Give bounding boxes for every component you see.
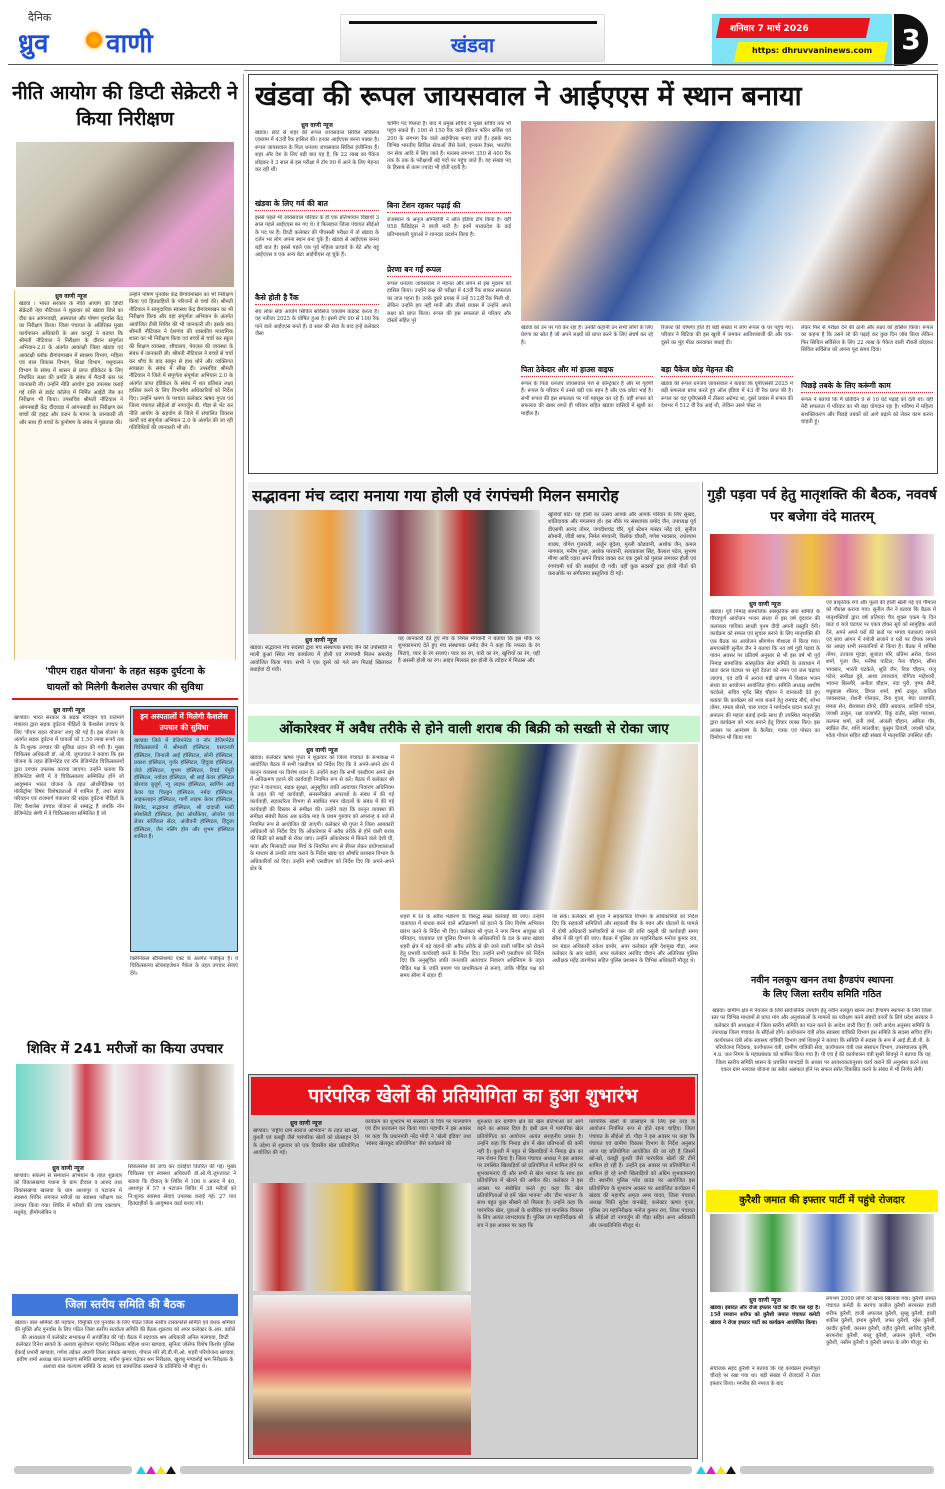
black-triangle-icon <box>726 1466 736 1474</box>
headline: पारंपरिक खेलों की प्रतियोगिता का हुआ शुभारंभ <box>251 1077 695 1115</box>
byline: ध्रुव वाणी न्यूज <box>306 747 338 754</box>
headline-line-1: 'पीएम राहत योजना' के तहत सड़क दुर्घटना के <box>45 666 205 677</box>
text-col-3: जा सके। कलेक्टर श्री गुप्ता ने सहकारिता विभाग के अधिकारियों को निर्देश दिए कि सहकारी समितियों और सहकारी बैंक के गबन और घोटालों के मामले में दोषी अधिकारी कर्मचारियों से गबन की राशि वसूली की कार्यवाही समय सीमा में की पूर्ण की जाए। बैठक में पुलिस उप महानिरीक्षक मनोज कुमार राय, वन मंडल अधिकारी राकेश डामोर, अपर कलेक्टर सृष्टि देशमुख गौड़ा, अपर कलेक्टर के आर बडोले, अपर कलेक्टर अरविंद चौहान और अतिरिक्त पुलिस अधीक्षक महेंद्र तारणेकर सहित पुलिस प्रशासन के विभिन्न अधिकारी मौजूद थे। <box>552 914 698 965</box>
text-col-1: खंडवा। कलेक्टर ऋषव गुप्ता ने शुक्रवार को जिला पंचायत के सभाकक्ष में आयोजित बैठक में सभी एसडीएम को निर्देश दिए कि वे अपने-अपने क्षेत्र में कानून व्यवस्था पर विशेष ध्यान दें। उन्होंने कहा कि सभी एसडीएम अपने क्षेत्र में अतिक्रमण हटाने की कार्यवाही नियमित रूप से करें। बैठक में कलेक्टर श्री गुप्ता ने यातायात, सड़क सुरक्षा, अनुसूचित जाति अत्याचार निवारण अधिनियम के तहत की गई कार्यवाही, सनसनीखेज अपराधों के संबंध में की गई कार्यवाही, सहकारिता विभाग से संबंधित गबन घोटालों के संबंध में की गई कार्यवाही की विस्तार से समीक्षा की। उन्होंने कहा कि कानून व्यवस्था की समीक्षा संबंधी बैठक अब प्रत्येक माह के प्रथम गुरुवार को अपरान्ह 4 बजे से नियमित रूप से आयोजित की जाएगी। कलेक्टर श्री गुप्ता ने जिला आबकारी अधिकारी को निर्देश दिए कि ओंकारेश्वर में अवैध तरीके से होने वाली शराब की बिक्री को सख्ती से रोका जाए। उन्होंने ओंकारेश्वर में बिकने वाले देशी घी, मावा और मिलावटी लाल मिर्च के नियमित रूप से सैंपल लेकर प्रयोगशालाओं के माध्यम से उनकी जांच कराने के निर्देश खाद्य एवं औषधि प्रशासन विभाग के अधिकारियों को दिए। उन्होंने सभी एसडीएम को निर्देश दिए कि अपने-अपने क्षेत्र के <box>250 755 394 873</box>
text-col-2: सिकलसेल की जांच कर दवाईयां वितरित की गई। मुख्य चिकित्सा एवं स्वास्थ्य अधिकारी डॉ.ओ.पी.जुगतावत ने बताया कि दीवाल् के शिविर में 106 व आरुद में 40, आशापुर में 57 व पटाजन शिविर में 38 मरीजों को नि:शुल्क स्वास्थ्य सेवाएं उपलब्ध कराई गई। 27 पात्र हितग्राहीयों के आयुष्मान कार्ड बनाए गये। <box>128 1164 236 1208</box>
headline-line-2: के लिए जिला स्तरीय समिति गठित <box>762 989 882 1000</box>
photo-health-camp <box>16 1064 234 1160</box>
page-number: 3 <box>901 23 921 56</box>
yellow-triangle-icon <box>716 1466 726 1474</box>
byline: ध्रुव वाणी न्यूज <box>290 1120 322 1127</box>
text-col-1: खंडवा। सद्भावना मंच सदस्यों द्वारा मंच संस्थापक प्रमोद जैन की उपस्थिति में माली कुआं स्थित मंच कार्यालय में होली एवं रंगपंचमी मिलन समारोह आयोजित किया गया। सभी ने एक दूसरे को गले लग मिठाई खिलाकर बधाईयां दी गयी। <box>250 645 392 674</box>
website-url[interactable]: https: dhruvvaninews.com <box>752 46 873 55</box>
article-body <box>14 290 236 660</box>
headline-line-2: घायलों को मिलेगी कैशलेस उपचार की सुविधा <box>46 682 204 693</box>
headline: सद्भावना मंच व्दारा मनाया गया होली एवं रंगपंचमी मिलन समारोह <box>252 487 619 505</box>
article-niti-aayog <box>12 80 238 660</box>
column-divider <box>243 74 244 1464</box>
magenta-triangle-icon <box>706 1466 716 1474</box>
article-rupal-ias <box>248 74 938 474</box>
subhead: पिता ठेकेदार और मां हाउस वाइफ <box>521 365 653 377</box>
black-triangle-icon <box>166 1466 176 1474</box>
article-pm-rahat <box>12 664 238 1028</box>
photo-women-meeting <box>710 534 934 596</box>
text-col-3: खुशियाँ बांटें। यह होली का उत्सव आपके और आपके परिवार के लिए सुखद, शांतिदायक और मंगलमय हो। इस मौके पर संस्थापक प्रमोद जैन, उपाध्यक्ष पूर्व डीएसपी आनंद तोमर, जगदीशचंद्र चौरे, पूर्व स्टेशन मास्टर नरेंद्र दवे, सुनील सोमानी, जीडी श्राफ, निर्मल मंगवानी, त्रिलोक चौधरी, गणेश भावसार, राधेश्याम शाक्य, योगेश गुजराती, अर्जुन बुंदेला, मुरली कोडवानी, अशोक जैन, कमल नागपाल, मनीष गुप्ता, अशोक पारवानी, सत्यप्रकाश सिंह, कैलाश पटेल, सुभाष मीणा आदि व्दारा अपने विचार व्यक्त कर एक दुसरे को गुलाल लगाकर होली एवं रंगपंचमी पर्व की बधाईयां दी गयी। वहीं कुछ सदस्यों द्वारा होली गीतों की कराओके पर संगीतमय प्रस्तुतियां दी गई। <box>548 512 696 578</box>
section-banner <box>340 14 605 62</box>
article-text: खंडवा। ग्रामीण क्षेत्र में पेयजल के लिये सार्वजनिक उपयोग हेतु नवीन नलकूप खनन तथा हैण्डपंप स्थापना के लिये जिला स्तर पर विभिन्न माध्यमों से प्राप्त मांग और अनुशंसाओं के मामलों का परीक्षण करने संबंधी कार्यों के लिये प्रदेश सरकार ने कलेक्टर की अध्यक्षता में जिला स्तरीय समिति का गठन करने के आदेश जारी किए हैं। जारी आदेश अनुसार समिति के उपाध्यक्ष जिला पंचायत के सीईओ होंगे। कार्यपालन यंत्री लोक स्वास्थ्य यांत्रिकी विभाग इस समिति के सदस्य सचिव होंगे। कार्यपालन यंत्री लोक स्वास्थ्य यांत्रिकी विभाग वर्षा शिवपुरे ने बताया कि समिति में सदस्य के रूप में आई.डी.डी.पी. के परियोजना निदेशक, कार्यपालन यंत्री, ग्रामीण यांत्रिकी सेवा, कार्यपालन यंत्री जल संसाधन विभाग, उपसंचालक कृषि, म.प्र. जल निगम के महाप्रबंधक को शामिल किया गया है। पी एच ई की कार्यपालन यंत्री सुश्री शिवपुरे ने बताया कि यह जिला स्तरीय समिति शासन के प्रचलित मापदंडों के आधार पर आवश्यकतानुसार कार्य कराने की अनुशंसा करने तथा एकल ग्राम नलजल योजना का स्त्रोत असफल होने पर सफल स्त्रोत विकसित करने के संबंध में भी निर्णय लेगी। <box>711 1008 933 1074</box>
subhead: पिछड़े तबके के लिए करूंगी काम <box>801 381 933 393</box>
text-col-2: कार्यक्रम का शुभारंभ मां सरस्वती के चित्र पर माल्यार्पण एवं दीप प्रज्वलन कर किया गया। महापौर ने इस अवसर पर कहा कि प्रधानमंत्री नरेंद्र मोदी ने 'खेलो इंडिया' तथा 'सांसद खेलकूद प्रतियोगिता' जैसे कार्यक्रमो की <box>365 1119 471 1148</box>
text-col-2: यह जानकारी देते हुए मंच के निर्मल मंगवानी ने बताया कि इस मौके पर शुभकामनाएं देते हुए मंच संस्थापक प्रमोद जैन ने कहा कि नफरत के रंग मिटाएं, प्यार के रंग सजाएं। प्यार का रंग, यारी का रंग, खुशियों का रंग, यही है असली होली का रंग। आइए मिलकर इस होली के त्योहार में मिठास और <box>398 636 540 665</box>
photo-inspection <box>16 142 234 287</box>
article-qureshi-iftar <box>706 1190 938 1460</box>
article-holi <box>248 482 700 704</box>
box-text: खण्डवा जिले में डेजिगनेटेड व नॉन डेजिगनेटेड चिकित्सालयों में श्रीमाली हॉस्पिटल, एसएनजी हॉस्पिटल, जिनाली आई हॉस्पिटल, सोनी हॉस्पिटल, प्रकाश हॉस्पिटल, गुर्जर हॉस्पिटल, हिंदूजा हॉस्पिटल, जेजे हॉस्पिटल, शुभम हॉस्पिटल, रिचर्ड पेंपुरी हॉस्पिटल, नवोदय हॉस्पिटल, श्री साईं केयर हॉस्पिटल बोरगांव बुजुर्ग, न्यू लाइफ हॉस्पिटल, स्वर्णिम आई केयर एंड चिल्ड्रन हॉस्पिटल, नर्मदा हॉस्पिटल, लाइफलाइन हॉस्पिटल, गार्गी लाइफ केयर हॉस्पिटल, सिगोट, सद्भावना हॉस्पिटल, श्री दादाजी मल्टी स्पेशलिटी हॉस्पिटल, ईशा ऑर्थोकेयर, ओजोन एवं लेजर सर्जिकल सेंटर, अंजीवनी हॉस्पिटल, हिंदूजा हॉस्पिटल, जैन नर्सिंग होम और शुभम हॉस्पिटल शामिल हैं। <box>134 738 234 841</box>
photo-rupal-family <box>521 121 935 321</box>
text-col-1b: इससे पहले भी जायसवाल परिवार के ही एक प्रतिभावान विद्यार्थी 3 साल पहले आईएएस बन गए थे। वे फिलहाल जिला पंचायत सीईओ के पद पर हैं। डिप्टी कलेक्टर की पीएससी परीक्षा में तो खंडवा के दर्जन भर लोग अपना स्थान बना चुके हैं। खंडवा से आईएएस बनना बड़ी बात है। इससे पहले एक पूर्व महिला प्राचार्य के बेटे और बहू आईएएस व एक अन्य बेटा आईपीएस रह चुके हैं। <box>255 215 379 259</box>
magenta-triangle-icon <box>146 1466 156 1474</box>
article-khel <box>248 1074 698 1459</box>
article-text: खंडवा। बाल श्रमिकों की पहचान, विमुक्ति एवं पुनर्वास के लिए गठित जिला स्तरीय टास्कफोर्स समिति एवं बंधक श्रमिकों की मुक्ति और पुनर्वास के लिए गठित जिला स्तरीय सतर्कता समिति की बैठक शुक्रवार को अपर कलेक्टर के.आर. बडोले की अध्यक्षता में कलेक्टेट सभाकक्ष में आयोजित की गई। बैठक में सहायक श्रम अधिकारी अनिल मलगाया, डिप्टी कलेक्टर दिनेश सावले के अलावा सुलोचना गहलोद निरीक्षक महिला थाना खण्डवा, सुनिता जोसेफ विशेष किशोर पुलिस ईकाई प्रभारी खण्डवा, गणेश तईकर अग्रणी जिला प्रबंधक खण्डवा, गोपाल मोरे सी.डी.पी.ओ. शहरी परियोजना खण्डवा, प्रवीण शर्मा अध्यक्ष बाल कल्याण समिति खण्डवा, नवीन कुमार गढ़ेकर श्रम निरीक्षक, खुशबू मण्डलोई श्रम निरीक्षक के अलावा बाल कल्याण समिति के सदस्य एवं सामाजिक संस्थानो के प्रतिनिधि भी मौजूद थे। <box>14 1320 236 1371</box>
headline: ओंकारेश्वर में अवैध तरीके से होने वाली शराब की बिक्री को सख्ती से रोका जाए <box>248 716 700 742</box>
logo-name-right: वाणी <box>106 29 153 59</box>
cyan-triangle-icon <box>136 1466 146 1474</box>
text-col-1: खंडवा। छोटे से शहर की रूपल जायसवाल सिविल सर्विसेज एक्जाम में 43वीं रैंक हासिल की। इनका आईएएस बनना पक्का है। रूपल जायसवाल के पिता धनंजय जायसवाल सिविल इंजीनियर हैं। शहर और देश के लिए बड़ी बात यह है, कि 22 लाख का पैकेज छोड़कर वे 3 साल से इस परीक्षा में टॉप 90 में आने के लिए मेहनत कर रहीं थीं। <box>255 130 379 174</box>
print-registration-bar <box>14 1466 934 1474</box>
text-col-3: शुरुआत कर ग्रामीण क्षेत्र की खेल प्रतिभाओं को आगे बढ़ने का अवसर दिया है। इसी क्रम में पारंपरिक खेल प्रतियोगिता का आयोजन अत्यंत सराहनीय प्रयास है। उन्होंने कहा कि निमाड़ क्षेत्र में खेल प्रतिभाओं की कमी नहीं है। कुश्ती में बहुत से खिलाड़ियों ने निमाड़ क्षेत्र का नाम रोशन किया है। जिला पंचायत अध्यक्ष ने इस अवसर पर उपस्थित खिलाड़ियों को प्रतियोगिता में शामिल होने पर शुभकामनाएं दी और सभी से खेल भावना के साथ इस प्रतियोगिता में खेलने की अपील की। कलेक्टर ने इस अवसर पर संबोधित करते हुए कहा कि खेल प्रतियोगिताओं से हमें 'खेल भावना' और 'टीम भावना' के साथ बहुत कुछ सीखने को मिलता है। उन्होंने कहा कि पारंपरिक खेल, युवाओं के शारीरिक एवं मानसिक विकास के लिए अत्यंत लाभदायक हैं। पुलिस उप महानिरीक्षक श्री राय ने इस अवसर पर कहा कि <box>477 1119 583 1229</box>
text-col-1: खंडवा। पूर्व निमाड़ सामाजिक सांस्कृतिक सेवा समिति के गौरवपूर्ण आयोजन भजन संध्या में इस वर्ष वृंदावन की कलाकार गायिका साध्वी पूनम दीदी अपनी प्रस्तुति देंगी। कार्यक्रम को सफल एवं सुचारु बनाने के लिए मातृशक्ति की एक बैठक का आयोजन श्रीगणेश गौशाला में किया गया। समाजसेवी सुनील जैन ने बताया कि नव वर्ष गुड़ी पड़वा के पावन अवसर पर प्रतिवर्ष अनुसार से भी इस वर्ष भी पूर्व निमाड़ सामाजिक सांस्कृतिक सेवा समिति के तत्वाधान में प्रातः काल घंटाघर पर सूर्य देवता को नमन एवं जल चढ़ाया जाएगा, एवं रात्रि में अनाज मंडी प्रांगण में विशाल भजन संध्या का आयोजन आयोजित होगा। समिति अध्यक्ष आशीष चटकेले, सचिव भूपेंद्र सिंह चौहान ने जानकारी देते हुए बताया कि कार्यक्रम को भव्य बनाने हेतु रामचंद्र मौर्य, शोभा तोमर, ममता बोरसे, चारु यादव ने मार्गदर्शन प्रदान करते हुए सनातन की महत्ता बताई इनके साथ ही उपस्थित मातृशक्ति द्वारा कार्यक्रम को भव्य बनाने हेतु विचार व्यक्त किए। इस अवसर पर आमंत्रण के कैलेंडर, पत्रक एवं पोस्टर का विमोचन भी किया गया <box>710 609 820 741</box>
byline: ध्रुव वाणी न्यूज <box>55 293 87 300</box>
article-samiti-baithak <box>12 1294 238 1458</box>
masthead <box>0 0 945 66</box>
page-number-badge <box>894 14 928 66</box>
text-col-2: शहरों में रेत के अवैध भंडारण के विरुद्ध सख्त कार्रवाई की जाए। उन्होंने यातायात में बाधक बनने वाले अतिक्रमणों को हटाने के लिए विशेष अभियान प्रारंभ करने के निर्देश भी दिए। कलेक्टर श्री गुप्ता ने नगर निगम आयुक्त को परिवहन, यातायात एवं पुलिस विभाग के अधिकारियों के दल के साथ खंडवा शहरी क्षेत्र में बड़े वाहनों की अवैध तरीके से की जाने वाली पार्किंग को रोकने हेतु प्रभावी कार्यवाही करने के निर्देश दिए। उन्होंने सभी एसडीएम को निर्देश दिए कि अनुसूचित जाति जनजाति अत्याचार निवारण अधिनियम के तहत पीड़ित पक्ष के जाति प्रमाण पत्र प्राथमिकता से बनाएं, ताकि पीड़ित पक्ष को समय सीमा में राहत दी <box>400 914 544 980</box>
photo-khel-audience <box>253 1295 471 1455</box>
text-col-4b: खंडवा की रूपल धनंजय जायसवाल ने बताया कि यूपीएससी 2025 में बड़ी सफलता प्राप्त करते हुए ऑल इंडिया में 43 वीं रैंक प्राप्त की है। रूपल का यह यूपीएससी में तीसरा अटेम्प्ट था, दूसरे प्रयास में रूपल की देशभर में 512 वीं रैंक आई थी, लेकिन उसने पोस्ट ना <box>661 381 793 410</box>
text-col-2b: क्लिनिकल स्टैब्लिशमेंट एक्ट के अंतर्गत पंजीकृत है। ये चिकित्सालय स्टेब्लाइजेशन पैकेज के तहत उपचार सेवाएं देंगे। <box>130 956 238 977</box>
headline: गुड़ी पड़वा पर्व हेतु मातृशक्ति की बैठक, नववर्ष पर बजेगा वंदे मातरम् <box>707 487 937 525</box>
text-col-1: खंडवा । भारत सरकार के नीति आयोग की डिप्टी सेक्रेटरी नेहा नौटियाल ने शुक्रवार को खंडवा जिले का दौरा कर आंगनवाड़ी, अस्पताल और पोषण पुनर्वास केंद्र का निरीक्षण किया। जिला पंचायत के अतिरिक्त मुख्य कार्यपालन अधिकारी के आर कानूड़े ने बताया कि श्रीमती नौटियाल ने निरीक्षण के दौरान संपूर्णता अभियान-2.0 के अंतर्गत आकांक्षी जिला खंडवा एवं आकांक्षी ब्लॉक छैगांवमाखन में स्वास्थ्य विभाग, महिला एवं बाल विकास विभाग, शिक्षा विभाग, पशुपालन विभाग के संबंध में शासन से प्राप्त इंडिकेटर के लिए निर्धारित लक्ष्य की प्रगति के संबंध में मैदानी स्तर पर जानकारी ली। उन्होंने नीति आयोग द्वारा उपलब्ध कराई गई राशि से डाईट कॉलेज में निर्मित आईटी लैब का निरीक्षण भी किया। उपसचिव श्रीमती नौटियाल ने आंगनबाड़ी केंद्र दौंदवाड़ा में आंगनबाड़ी का निरीक्षण कर बच्चों की हाइट और वजन के मापन के जानकारी ली और साथ ही बच्चों के कुपोषण के संबंध में पूछताछ की। <box>19 301 123 426</box>
text-col-4: रिजल्ट की घोषणा होते ही बड़ी संख्या में लोग रूपल के घर पहुंच गए। परिवार ने बिटिया की इस खुशी में जमकर आतिशबाजी की और एक-दूसरे का मुंह मीठा करवाकर बधाई दी। <box>661 325 793 346</box>
byline: ध्रुव वाणी न्यूज <box>52 1165 84 1172</box>
text-col-1: खण्डवा। 'राष्ट्रीय ग्राम स्वराज अभियान' के तहत खो-खो, कुश्ती एवं कबड्डी जैसे पारंपरिक खेलों को प्रोत्साहन देने के उद्देश्य से शुक्रवार को एक दिवसीय खेल प्रतियोगिता आयोजित की गई। <box>253 1128 359 1157</box>
text-col-1: खण्डवा। संकल्प से समाधान अभियान के तहत शुक्रवार को विकासखण्ड पंधाना के ग्राम दीवाल व आरुद तथा विकासखण्ड खालवा के ग्राम आशापुर व पटाजन मे स्वास्थ्य शिविर लगाकर मरीजों का स्वास्थ्य परीक्षण कर उपचार किया गया। शिविर में मरीजों की उच्च रक्तचाप, मधुमेह, हीमोग्लोबिन व <box>14 1173 122 1217</box>
text-col-2b: राजस्थान के अनुज अग्निहोत्री ने ऑल इंडिया टॉप किया है। वहीं 958 कैंडिडेट्स ने बाजी मारी है। इनमें मध्यप्रदेश के कई प्रतिभाशाली युवाओं ने शानदार प्रदर्शन किया है। <box>387 217 511 238</box>
sun-icon <box>86 32 102 48</box>
headline: जिला स्तरीय समिति की बैठक <box>12 1294 238 1316</box>
photo-collector-meeting <box>400 744 698 910</box>
subhead: बड़ा पैकेज छोड़ मेहनत की <box>661 365 793 377</box>
date-box <box>712 14 892 66</box>
box-title: इन अस्पतालों में मिलेगी कैशलेस उपचार की सुविधा <box>133 709 235 735</box>
text-col-3b: रूपल के पिता धनंजय जायसवाल पेशे से कॉन्ट्रेक्टर हैं और मां गृहणी हैं। रूपल के परिवार में उनसे बड़ी एक बहन है और एक छोटा भाई है। सभी रूपल की इस सफलता पर गर्व महसूस कर रहे हैं। वहीं रूपल को सफलता की खबर लगते ही परिवार सहित खंडवा वासियों में खुशी का माहौल है। <box>521 381 653 417</box>
photo-khel-speech <box>253 1183 471 1291</box>
subhead: बिना टेंशन रहकर पढ़ाई की <box>387 201 511 213</box>
text-col-2: लगभग 2000 लोगों को खाना खिलाया गया। कुरैशी जमात पंचायत कमेटी के सरपंच जलील कुरैशी सरपरस्त हाजी शरीफ कुरैशी, हाजी अफजल कुरैशी, सुब्बु कुरैशी, हाजी शकील कुरैशी, इमाम कुरैशी, जफर कुरैशी, रईस कुरैशी, कादीर कुरैशी, कासम कुरैशी, वहीद कुरैशी, साजिद कुरैशी, सरफरोश कुरैशी, बब्लू कुरैशी, अकरम कुरैशी, नदीम कुरैशी, नसीम कुरैशी व कुरैशी जमात के लोग मौजूद थे। <box>826 1296 936 1347</box>
headline: कुरैशी जमात की इफ्तार पार्टी में पहुंचे रोजदार <box>706 1190 938 1212</box>
text-col-1: खण्डवा। भारत सरकार के सड़क परिवहन एवं राजमार्ग मंत्रालय द्वारा सड़क दुर्घटना पीड़ितों के कैशलेस उपचार के लिए 'पीएम राहत योजना' लागू की गई है। इस योजना के अंतर्गत सड़क दुर्घटना में घायलों को 1.50 लाख रूपये तक के नि:शुल्क उपचार की सुविधा प्रदान की गयी है। मुख्य चिकित्सा अधिकारी डॉ. ओ.पी. जुगतावत ने बताया कि इस योजना के तहत डेजिग्नेटेड एवं नॉन डेजिग्नेटेड चिकित्सालयों द्वारा उपचार उपलब्ध कराया जाएगा। उन्होंने बताया कि डेजिग्नेटेड श्रेणी में वे चिकित्सालय सम्मिलित होंगे जो आयुष्मान भारत योजना के तहत ऑर्थोपेडिक्स एवं पॉलीट्रॉमा विषय विशेषज्ञताओं में शामिल हैं, तथा सड़क परिवहन एवं राजमार्ग मंत्रालय की सड़क दुर्घटना पीड़ितों के लिए कैशलेस उपचार योजना से सम्बद्ध हैं जबकि नॉन डेजिग्नेटेड श्रेणी में वे चिकित्सालय सम्मिलित है जो <box>14 715 124 818</box>
headline-line-1: नवीन नलकूप खनन तथा हैण्डपंप स्थापना <box>750 975 894 986</box>
headline: खंडवा की रूपल जायसवाल ने आईएएस में स्थान बनाया <box>255 81 802 112</box>
photo-holi-group <box>248 510 540 634</box>
byline: ध्रुव वाणी न्यूज <box>749 1297 781 1304</box>
headline: नीति आयोग की डिप्टी सेक्रेटरी ने किया निरीक्षण <box>12 82 238 130</box>
text-col-5b: रूपल ने बताया कि मैं प्रतिदिन 9 से 10 घंटे पढ़ाई को देती थी। वहीं मेरी सफलता में परिवार का भी बड़ा योगदान रहा है। भविष्य में महिला सशक्तिकरण और पिछड़े तबकों को आगे बढ़ाने को लेकर काम करना चाहती हूं। <box>801 397 933 426</box>
article-gudi-padwa <box>706 484 938 964</box>
article-shivir <box>12 1036 238 1286</box>
text-col-1: संयोजक सईद कुरैशी ने बताया कि यह कार्यक्रम इमलीपुरा चौराहे पर रखा गया था। बड़ी संख्या में रोजदारों ने रोजा इफ्तार किया। मगरीब की नमाज के बाद <box>710 1366 820 1387</box>
text-col-1c: संघ लोक सेवा आयोग सिविल सर्विसेज एक्जाम कंडक्ट करता है। यह नतीजा 2025 के घोषित हुआ है। इसमें टॉप 90 से 100 रैंक पाने वाले आईएएस बनते हैं। 8 साल की सेवा के बाद इन्हें कलेक्टर जैसा <box>255 309 379 338</box>
article-omkareshwar <box>248 716 700 1062</box>
cyan-triangle-icon <box>696 1466 706 1474</box>
subhead: खंडवा के लिए गर्व की बात <box>255 199 379 211</box>
headline: शिविर में 241 मरीजों का किया उपचार <box>27 1041 223 1057</box>
issue-date: शनिवार 7 मार्च 2026 <box>730 24 809 34</box>
text-col-2: एवं प्राकृतिक रंगों और फूलों की होली खेली गई एवं गौमाता को गौग्रास कराया गया। सुनील जैन ने बताया कि बैठक में मातृशक्तियों द्वारा वर्ष प्रतिपदा चैत्र शुक्ल एकम के दिन प्रातः 6 बजे घंटाघर पर एकत्र होकर सूर्य को सामूहिक अर्घ्य देने, अपने अपने घरों की छतों पर भगवा पताकाएं लगाने एवं सायं आंगन में रंगोली सजाने व घरों पर दीपक लगाने का आग्रह सभी सनातनियों से किया है। बैठक में शर्मिष्ठा तोमर, उज्वला मूंदड़ा, सुजाता मोरे, प्रतिमा अरोरा, चेतना शर्मा, पूजा जैन, मनीषा पाटिल, नैना चौहान, सीमा भावसार, भारती चटकेले, श्रुति जैन, रिया चौहान, मंजू पटेल, समीक्षा दुबे, आशा उपाध्याय, योगिता माहेश्वरी, भावना बिल्लौरे, अनीता चौहान, नंदा पुरी, पुष्पा सैनी, मधुबाला शीलार, डिंपल शर्मा, हर्षा ठाकुर, कविता जायसवाल, रोशनी गोलकर, रीना गुप्ता, मेघा प्रजापति, ममता सेन, शैलबाला डोंगरे, प्रीति अग्रवाल, शालिनी चंदेल, जयश्री ठाकुर, रक्षा प्रजापति, रिंकू राठौर, स्नेहा पाराशर, कल्पना शर्मा, रानी वर्मा, अंजली चौहान, अमिता गौर, स्वप्निल जैन, शशि मालवीया, कुसुम तिवारी, जयश्री पटेल, श्वेता गोयल सहित बड़ी संख्या में मातृशक्ति उपस्थित रही। <box>826 600 936 740</box>
article-nalkoop <box>706 974 938 1184</box>
yellow-triangle-icon <box>156 1466 166 1474</box>
lead-text: खंडवा। इबादत और रोजा इफ्तार पार्टी का दौर चल रहा है। 15वें रमजान शरीफ को कुरैशी जमात पंचायत कमेटी खंडवा ने रोजा इफ्तार पार्टी का कार्यक्रम आयोजित किया। <box>710 1305 820 1326</box>
section-title: खंडवा <box>450 33 495 57</box>
subhead: प्रेरणा बन गईं रूपल <box>387 265 511 277</box>
logo-name-left: ध्रुव <box>18 29 49 59</box>
column-divider <box>702 482 703 1462</box>
byline: ध्रुव वाणी न्यूज <box>301 122 333 129</box>
logo-prefix: दैनिक <box>28 11 52 24</box>
byline: ध्रुव वाणी न्यूज <box>53 707 85 714</box>
newspaper-logo <box>14 8 194 62</box>
text-col-3: खंडवा को उन पर गर्व कर रहा है। उनकी कहानी उन सभी लोगों के लिए प्रेरणा का स्रोत है जो अपने लक्ष्यों को प्राप्त करने के लिए संघर्ष कर रहे हैं। <box>521 325 653 346</box>
text-col-4: पारंपरिक खेलों के प्रोत्साहन के लिए इस तरह के आयोजन नियमित रूप से होते रहना चाहिए। जिला पंचायत के सीईओ डॉ. गौड़ा ने इस अवसर पर कहा कि पंचायत एवं ग्रामीण विकास विभाग के निर्देश अनुसार आज यह प्रतियोगिता आयोजित की जा रही है जिसमें खो-खो, कबड्डी कुश्ती जैसे पारंपरिक खेलों की टीमें शामिल हो रही हैं। उन्होंने इस अवसर पर प्रतियोगिता में शामिल हो रहे सभी खिलाड़ियों को अग्रिम शुभकामनाएं दीं। स्थानीय पुलिस परेड ग्राउंड पर आयोजित इस प्रतियोगिता के शुभारंभ अवसर पर आयोजित कार्यक्रम में खंडवा की महापौर अमृता अमर यादव, जिला पंचायत अध्यक्ष पिंकी सुदेश वानखेड़े, कलेक्टर ऋषव गुप्ता, पुलिस उप महानिरीक्षक मनोज कुमार राय, जिला पंचायत के सीईओ डॉ नागार्जुन बी गौड़ा सहित अन्य अधिकारी और जनप्रतिनिधि मौजूद थे। <box>589 1119 695 1229</box>
hospital-list-box <box>130 706 238 952</box>
photo-iftar-gathering <box>710 1214 934 1292</box>
text-col-5: लेकर फिर से परीक्षा देने की ठानी और लक्ष्य को हासिल किया। रूपल का कहना है कि उसने लॉ की पढ़ाई कर कुछ दिन जॉब किया लेकिन फिर सिविल सर्विसेज के लिए 22 लाख के पैकेज वाली नौकरी छोड़कर सिविल सर्विसेज को अपना पूरा समय दिया। <box>801 325 933 354</box>
subhead: कैसे होती है रैंक <box>255 293 379 305</box>
text-col-2: उन्होंने पोषण पुनर्वास केंद्र छैगांवमाखन का भी निरीक्षण किया एवं हितग्राहियों के परिजनों से चर्चा की। श्रीमती नौटियाल ने सामुदायिक स्वास्थ्य केंद्र छैगांवमाखन का भी निरीक्षण किया और वहां संपूर्णता अभियान के अंतर्गत आयोजित टीबी शिविर की भी जानकारी ली। इसके बाद श्रीमती नौटियाल ने देशगांव की शासकीय माध्यमिक शाला का भी निरीक्षण किया एवं बच्चों से चर्चा कर स्कूल की शिक्षण व्यवस्था, शौचालय, पेयजल की व्यवस्था के संबंध में जानकारी ली। श्रीमती नौटियाल ने बच्चों से चर्चा कर शौच के बाद साबुन से हाथ धोने और व्यक्तिगत स्वच्छता के संबंध में सीख दी। उपसचिव श्रीमती नौटियाल ने जिले में संपूर्णता संपूर्णता अभियान 2.0 के अंतर्गत प्राप्त इंडिकेटर के संबंध में शत प्रतिशत लक्ष्य हासिल करने के लिए विभागीय अधिकारियों को निर्देश दिए। उन्होंने भ्रमण के पश्चात कलेक्टर ऋषव गुप्ता एवं जिला पंचायत सीईओ डॉ नागार्जुन बी. गौड़ा से भेंट कर नीति आयोग के सहयोग से जिले में संचालित विकास कार्यों एवं संपूर्णता अभियान 2.0 के अंतर्गत की जा रही गतिविधियों की जानकारी भी ली। <box>129 292 233 432</box>
byline: ध्रुव वाणी न्यूज <box>749 601 781 608</box>
byline: ध्रुव वाणी न्यूज <box>305 637 337 644</box>
text-col-2c: रूपल धनंजय जायसवाल ने मेहनत और लगन से इस मुकाम को हासिल किया। उन्होंने कक्ष की परीक्षा में 43वीं रैंक लाकर सफलता का ताज पहना है। उनके दूसरे प्रयास में उन्हें 512वीं रैंक मिली थी, लेकिन उन्होंने हार नहीं मानी और तीसरे प्रयास में उन्होंने अपने लक्ष्य को प्राप्त किया। रूपल की इस सफलता से परिवार और दोस्तों सहित पूरे <box>387 281 511 325</box>
text-col-2: चार्मिंग पद मिलता है। बाद में प्रमुख सचिव व मुख्य सचिव तक भी पहुंच सकते हैं। 100 से 150 रैंक वाले इंडियन फॉरेन सर्विस एवं 200 के लगभग रैंक वाले आईपीएस बनाए जाते हैं। इसके बाद विभिन्न भारतीय सिविल सेवाओं जैसे रेलवे, इनकम टैक्स, भारतीय वन सेवा आदि में लिए जाते हैं। मतलब लगभग 350 से 400 रैंक तक के तक के परीक्षार्थी बड़े पदों पर पहुंच जाते हैं। यह संख्या पद के हिसाब से काम ज्यादा भी होती रहती है। <box>387 121 511 172</box>
